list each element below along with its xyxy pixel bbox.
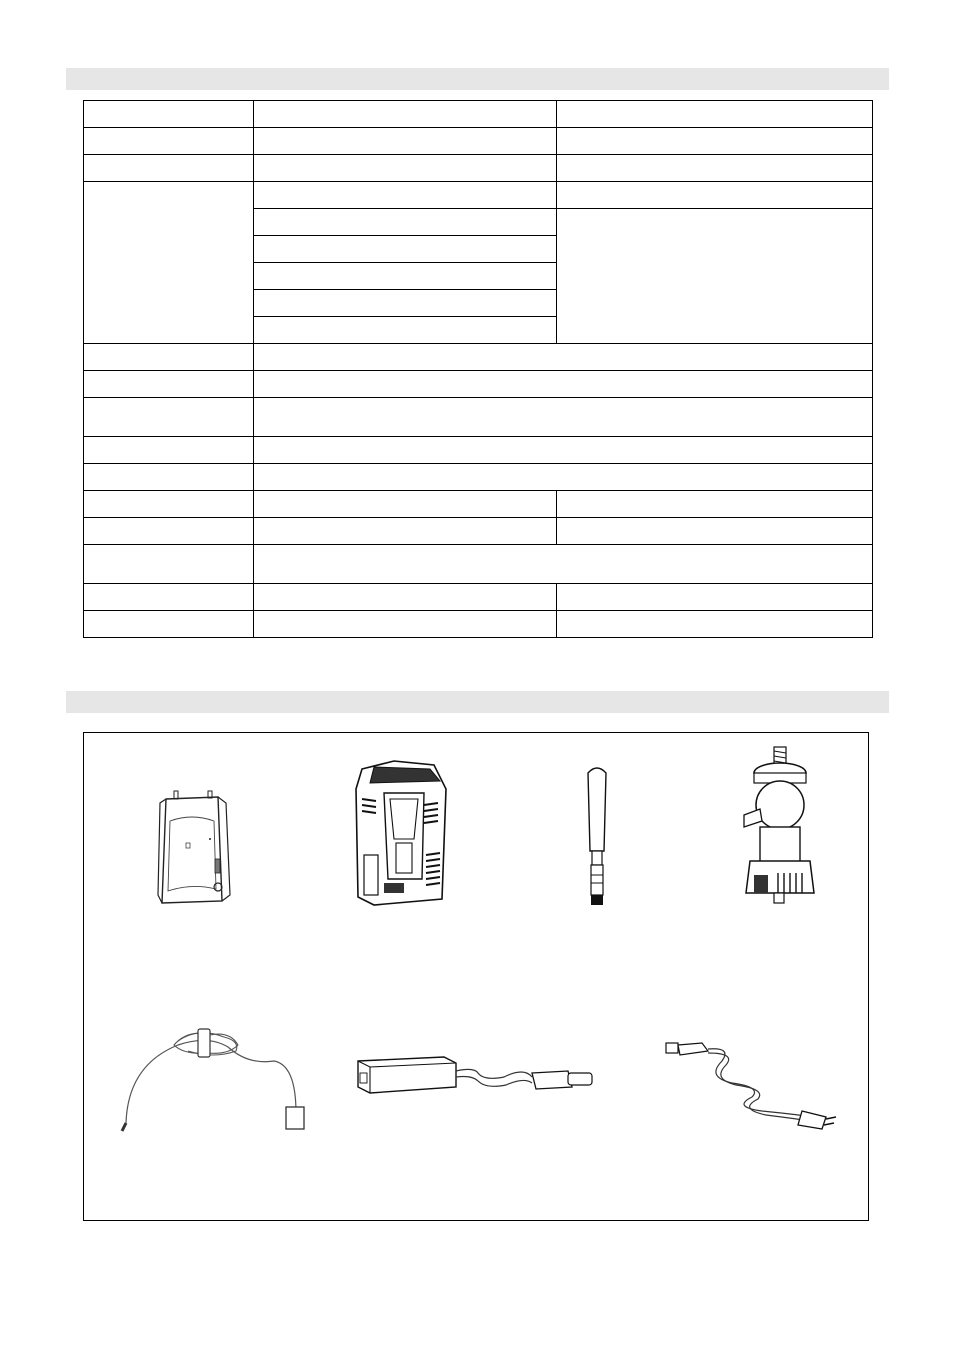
table-cell (254, 317, 557, 344)
table-cell (254, 518, 557, 545)
table-cell (84, 398, 254, 437)
table-row (84, 344, 873, 371)
table-row (84, 611, 873, 638)
v-mount-battery-plate-icon (354, 759, 449, 909)
ac-power-cord-icon (662, 1031, 842, 1135)
table-row (84, 437, 873, 464)
dc-power-cable-icon (118, 1025, 308, 1135)
table-cell (254, 464, 873, 491)
ball-head-mount-icon (730, 743, 830, 913)
table-row (84, 398, 873, 437)
table-cell (254, 371, 873, 398)
table-cell (254, 545, 873, 584)
table-cell (84, 464, 254, 491)
power-adapter-icon (354, 1047, 598, 1107)
table-row (84, 101, 873, 128)
table-row (84, 128, 873, 155)
table-cell (557, 611, 873, 638)
table-cell (84, 182, 254, 344)
table-cell (254, 236, 557, 263)
table-cell (254, 398, 873, 437)
table-cell (254, 101, 557, 128)
table-cell (84, 584, 254, 611)
table-row (84, 155, 873, 182)
table-cell (557, 491, 873, 518)
table-cell (84, 611, 254, 638)
table-cell (84, 518, 254, 545)
table-cell (84, 128, 254, 155)
table-cell (557, 155, 873, 182)
table-cell (557, 101, 873, 128)
table-row (84, 371, 873, 398)
table-cell (254, 344, 873, 371)
package-contents-box (83, 732, 869, 1221)
table-cell (254, 611, 557, 638)
table-cell (254, 128, 557, 155)
table-row (84, 518, 873, 545)
table-cell (84, 101, 254, 128)
receiver-unit-icon (156, 791, 236, 907)
table-cell (557, 518, 873, 545)
table-cell (254, 584, 557, 611)
table-row (84, 182, 873, 209)
antenna-icon (582, 763, 612, 909)
table-cell (254, 182, 557, 209)
section-header-package-contents (66, 691, 889, 713)
table-cell (254, 155, 557, 182)
table-row (84, 491, 873, 518)
table-cell (254, 263, 557, 290)
table-cell (84, 491, 254, 518)
table-cell (254, 491, 557, 518)
table-cell (254, 290, 557, 317)
table-cell (557, 209, 873, 344)
table-cell (84, 545, 254, 584)
table-cell (254, 437, 873, 464)
table-cell (557, 182, 873, 209)
section-header-specifications (66, 68, 889, 90)
table-cell (84, 371, 254, 398)
table-row (84, 545, 873, 584)
specifications-table (83, 100, 873, 638)
table-cell (557, 128, 873, 155)
table-cell (254, 209, 557, 236)
table-cell (84, 344, 254, 371)
table-cell (84, 155, 254, 182)
table-row (84, 464, 873, 491)
table-row (84, 584, 873, 611)
table-cell (557, 584, 873, 611)
table-cell (84, 437, 254, 464)
